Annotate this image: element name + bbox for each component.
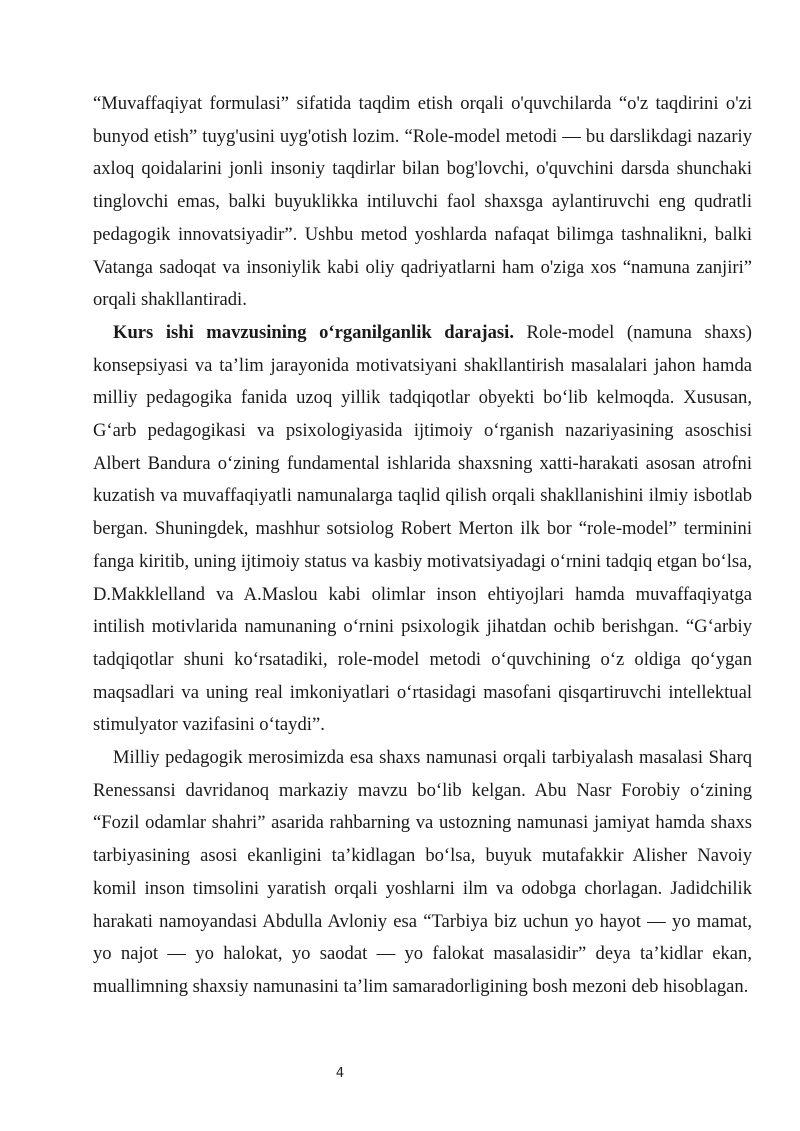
paragraph-study-level-text: Role-model (namuna shaxs) konsepsiyasi va ta’lim jarayonida motivatsiyani shakllantirish masalalari jahon hamda milliy pedagogika fanida uzoq yillik tadqiqotlar obyekti bo‘lib kelmoqda. Xususan, G‘arb pedagogikasi va psixologiyasida ijtimoiy o‘rganish nazariyasining asoschisi Albert Bandura o‘zining fundamental ishlarida shaxsning xatti-harakati asosan atrofni kuzatish va muvaffaqiyatli namunalarga taqlid qilish orqali shakllanishini ilmiy isbotlab bergan. Shuningdek, mashhur sotsiolog Robert Merton ilk bor “role-model” terminini fanga kiritib, uning ijtimoiy status va kasbiy motivatsiyadagi o‘rnini tadqiq etgan bo‘lsa, D.Makklelland va A.Maslou kabi olimlar inson ehtiyojlari hamda muvaffaqiyatga intilish motivlarida namunaning o‘rnini psixologik jihatdan ochib berishgan. “G‘arbiy tadqiqotlar shuni ko‘rsatadiki, role-model metodi o‘quvchining o‘z oldiga qo‘ygan maqsadlari va uning real imkoniyatlari o‘rtasidagi masofani qisqartiruvchi intellektual stimulyator vazifasini o‘taydi”. [93,321,752,736]
section-heading: Kurs ishi mavzusining o‘rganilganlik darajasi. [113,321,514,343]
paragraph-study-level [93,317,752,742]
document-page [93,88,752,1004]
paragraph-national-heritage-text: Milliy pedagogik merosimizda esa shaxs namunasi orqali tarbiyalash masalasi Sharq Renessansi davridanoq markaziy mavzu bo‘lib kelgan. Abu Nasr Forobiy o‘zining “Fozil odamlar shahri” asarida rahbarning va ustozning namunasi jamiyat hamda shaxs tarbiyasining asosi ekanligini ta’kidlagan bo‘lsa, buyuk mutafakkir Alisher Navoiy komil inson timsolini yaratish orqali yoshlarni ilm va odobga chorlagan. Jadidchilik harakati namoyandasi Abdulla Avloniy esa “Tarbiya biz uchun yo hayot — yo mamat, yo najot — yo halokat, yo saodat — yo falokat masalasidir” deya ta’kidlar ekan, muallimning shaxsiy namunasini ta’lim samaradorligining bosh mezoni deb hisoblagan. [93,747,752,997]
paragraph-intro-text: “Muvaffaqiyat formulasi” sifatida taqdim etish orqali o'quvchilarda “o'z taqdirini o'zi bunyod etish” tuyg'usini uyg'otish lozim. “Role-model metodi — bu darslikdagi nazariy axloq qoidalarini jonli insoniy taqdirlar bilan bog'lovchi, o'quvchini darsda shunchaki tinglovchi emas, balki buyuklikka intiluvchi faol shaxsga aylantiruvchi eng qudratli pedagogik innovatsiyadir”. Ushbu metod yoshlarda nafaqat bilimga tashnalikni, balki Vatanga sadoqat va insoniylik kabi oliy qadriyatlarni ham o'ziga xos “namuna zanjiri” orqali shakllantiradi. [93,93,752,311]
paragraph-intro [93,88,752,317]
paragraph-national-heritage [93,742,752,1004]
page-number: 4 [335,1066,345,1081]
